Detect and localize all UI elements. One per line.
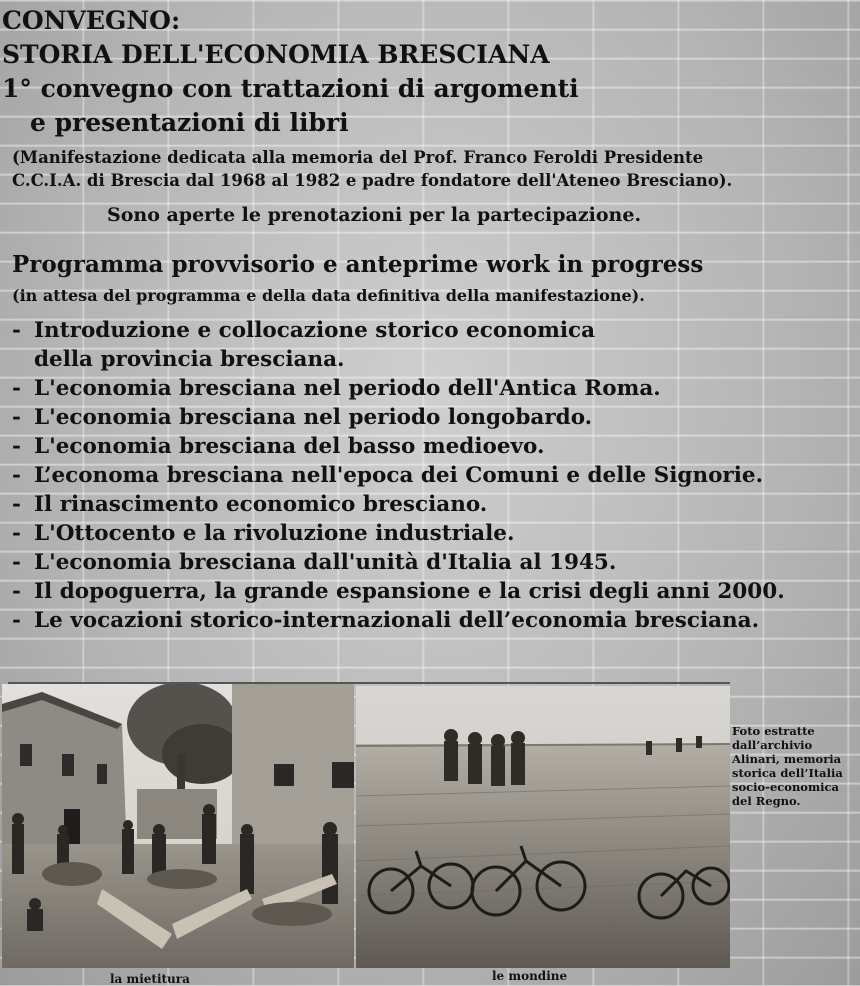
dedication-line-2: C.C.I.A. di Brescia dal 1968 al 1982 e padre fondatore dell'Ateneo Bresciano). — [12, 171, 733, 190]
bullet-dash: - — [12, 521, 21, 546]
list-item — [12, 316, 785, 374]
title-presentazioni: e presentazioni di libri — [30, 108, 349, 137]
item-text: L’economa bresciana nell'epoca dei Comuni e delle Signorie. — [34, 463, 764, 488]
item-text: L'economia bresciana nel periodo longobardo. — [34, 405, 593, 430]
caption-harvest: la mietitura — [110, 972, 190, 986]
bullet-dash: - — [12, 463, 21, 488]
photo-credit: Foto estratte dall’archivio Alinari, memoria storica dell’Italia socio-economica del Regno. — [732, 724, 843, 808]
harvest-photo — [2, 684, 354, 968]
caption-rice-workers: le mondine — [492, 969, 568, 983]
list-item — [12, 490, 785, 519]
bullet-dash: - — [12, 376, 21, 401]
bullet-dash: - — [12, 579, 21, 604]
title-storia: STORIA DELL'ECONOMIA BRESCIANA — [2, 40, 550, 69]
title-convegno: CONVEGNO: — [2, 6, 181, 35]
bullet-dash: - — [12, 405, 21, 430]
bullet-dash: - — [12, 492, 21, 517]
item-text: Le vocazioni storico-internazionali dell’economia bresciana. — [34, 608, 760, 633]
list-item — [12, 548, 785, 577]
dedication-line-1: (Manifestazione dedicata alla memoria del Prof. Franco Feroldi Presidente — [12, 148, 704, 167]
item-text: L'Ottocento e la rivoluzione industriale. — [34, 521, 515, 546]
item-text: Introduzione e collocazione storico economica — [34, 318, 596, 343]
list-item — [12, 606, 785, 635]
list-item — [12, 403, 785, 432]
list-item — [12, 432, 785, 461]
title-primo-convegno: 1° convegno con trattazioni di argomenti — [2, 74, 579, 103]
list-item — [12, 461, 785, 490]
item-text: L'economia bresciana dall'unità d'Italia al 1945. — [34, 550, 617, 575]
list-item — [12, 519, 785, 548]
item-text: L'economia bresciana del basso medioevo. — [34, 434, 545, 459]
list-item — [12, 577, 785, 606]
bullet-dash: - — [12, 318, 21, 343]
item-text: Il rinascimento economico bresciano. — [34, 492, 488, 517]
booking-notice: Sono aperte le prenotazioni per la partecipazione. — [107, 204, 642, 226]
program-subtitle: (in attesa del programma e della data definitiva della manifestazione). — [12, 286, 645, 305]
item-text-continued: della provincia bresciana. — [34, 347, 345, 372]
program-title: Programma provvisorio e anteprime work in progress — [12, 251, 704, 278]
bullet-dash: - — [12, 434, 21, 459]
bullet-dash: - — [12, 608, 21, 633]
item-text: L'economia bresciana nel periodo dell'Antica Roma. — [34, 376, 661, 401]
bullet-dash: - — [12, 550, 21, 575]
program-list — [12, 316, 785, 635]
list-item — [12, 374, 785, 403]
item-text: Il dopoguerra, la grande espansione e la crisi degli anni 2000. — [34, 579, 785, 604]
rice-field-photo — [356, 686, 730, 968]
